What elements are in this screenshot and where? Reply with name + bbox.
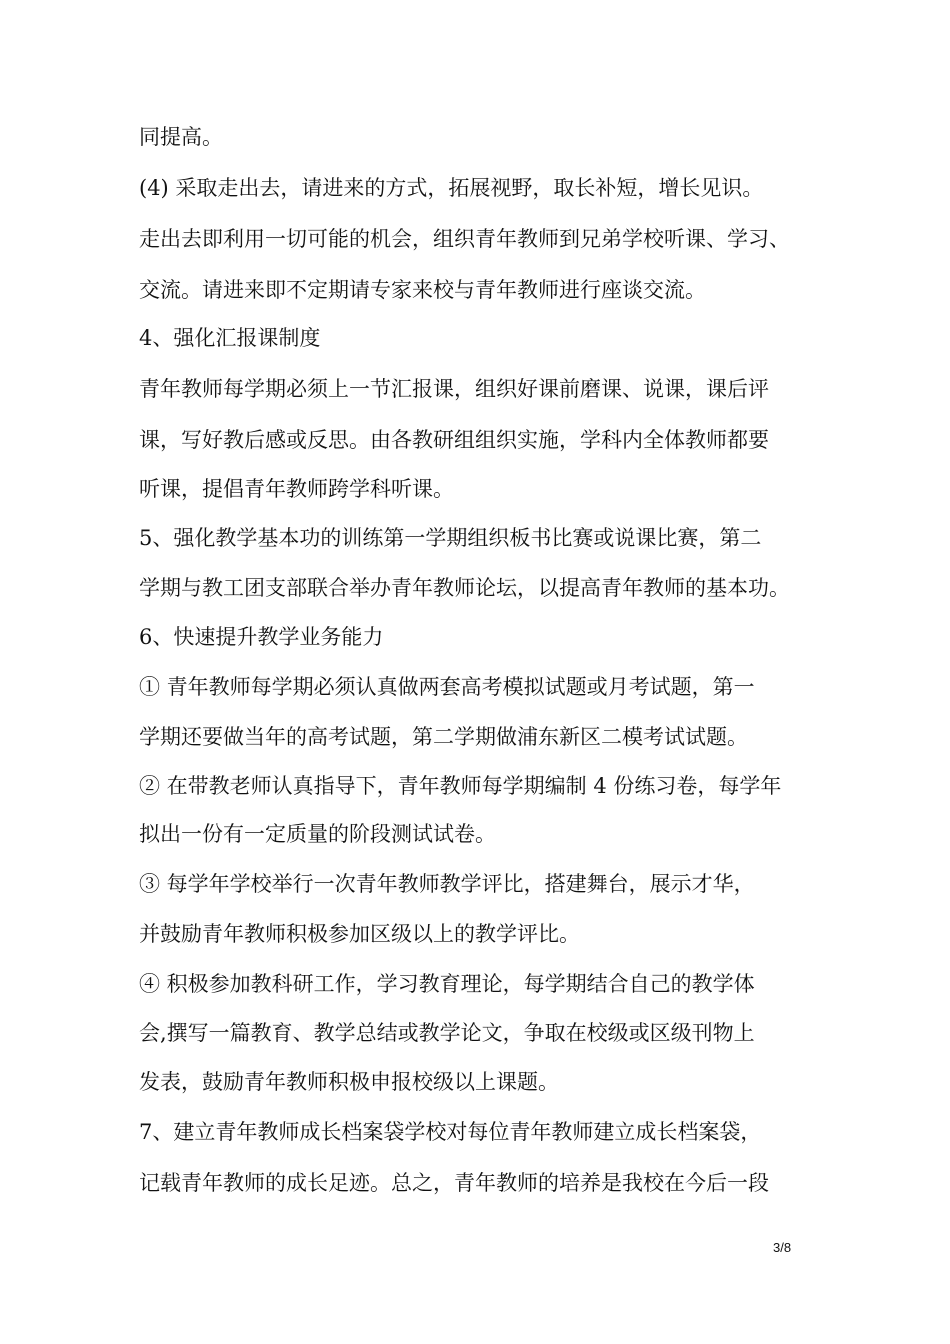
text-line: 课，写好教后感或反思。由各教研组组织实施，学科内全体教师都要 bbox=[139, 428, 769, 452]
list-item: ② 在带教老师认真指导下，青年教师每学期编制 4 份练习卷，每学年 bbox=[139, 774, 782, 798]
section-heading: 5、强化教学基本功的训练第一学期组织板书比赛或说课比赛，第二 bbox=[139, 526, 762, 550]
page-number: 3/8 bbox=[773, 1240, 792, 1255]
text-line: 并鼓励青年教师积极参加区级以上的教学评比。 bbox=[139, 922, 580, 946]
section-heading: 6、快速提升教学业务能力 bbox=[139, 625, 384, 649]
text-line: 记载青年教师的成长足迹。总之，青年教师的培养是我校在今后一段 bbox=[139, 1171, 769, 1195]
text-line: 学期与教工团支部联合举办青年教师论坛，以提高青年教师的基本功。 bbox=[139, 576, 790, 600]
text-line: 听课，提倡青年教师跨学科听课。 bbox=[139, 477, 454, 501]
text-line: 青年教师每学期必须上一节汇报课，组织好课前磨课、说课，课后评 bbox=[139, 377, 769, 401]
text-line: (4) 采取走出去，请进来的方式，拓展视野，取长补短，增长见识。 bbox=[139, 176, 764, 200]
section-heading: 4、强化汇报课制度 bbox=[139, 326, 321, 350]
text-line: 会,撰写一篇教育、教学总结或教学论文，争取在校级或区级刊物上 bbox=[139, 1021, 755, 1045]
text-line: 走出去即利用一切可能的机会，组织青年教师到兄弟学校听课、学习、 bbox=[139, 227, 790, 251]
text-line: 同提高。 bbox=[139, 125, 223, 149]
text-line: 交流。请进来即不定期请专家来校与青年教师进行座谈交流。 bbox=[139, 278, 706, 302]
list-item: ③ 每学年学校举行一次青年教师教学评比，搭建舞台，展示才华， bbox=[139, 872, 755, 896]
text-line: 学期还要做当年的高考试题，第二学期做浦东新区二模考试试题。 bbox=[139, 725, 748, 749]
list-item: ④ 积极参加教科研工作，学习教育理论，每学期结合自己的教学体 bbox=[139, 972, 755, 996]
text-line: 拟出一份有一定质量的阶段测试试卷。 bbox=[139, 822, 496, 846]
section-heading: 7、建立青年教师成长档案袋学校对每位青年教师建立成长档案袋， bbox=[139, 1120, 762, 1144]
text-line: 发表，鼓励青年教师积极申报校级以上课题。 bbox=[139, 1070, 559, 1094]
list-item: ① 青年教师每学期必须认真做两套高考模拟试题或月考试题，第一 bbox=[139, 675, 755, 699]
